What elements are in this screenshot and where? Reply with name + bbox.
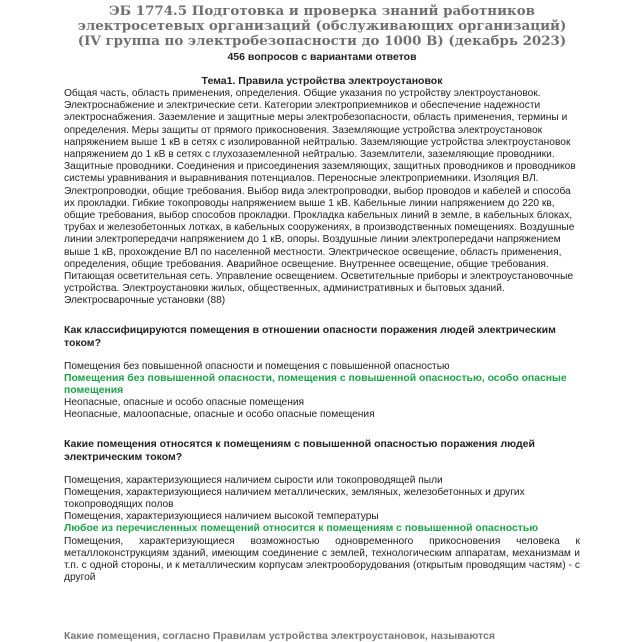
correct-answer-option: Любое из перечисленных помещений относится к помещениям с повышенной опасностью xyxy=(64,523,539,535)
correct-answer-option: Помещения без повышенной опасности, помещения с повышенной опасностью, особо опасные помещения xyxy=(64,372,567,397)
question-text: Какие помещения относятся к помещениям с повышенной опасностью поражения людей электрическим током? xyxy=(64,437,535,463)
answer-list xyxy=(64,361,580,422)
next-question-cut-off: Какие помещения, согласно Правилам устройства электроустановок, называются xyxy=(64,630,496,642)
answer-option: Помещения, характеризующиеся возможностью одновременного прикосновения человека к металлоконструкциям зданий, имеющим соединение с землей, технологическим аппаратам, механизмам и т.п. с одной стороны, и к металлическим корпусам электрооборудования (открытым проводящим частям) - с другой xyxy=(64,535,580,584)
document-page xyxy=(64,0,580,585)
question-text: Как классифицируются помещения в отношении опасности поражения людей электрическим током? xyxy=(64,323,556,349)
answer-option: Неопасные, малоопасные, опасные и особо опасные помещения xyxy=(64,409,375,421)
topic-title: Тема1. Правила устройства электроустановок xyxy=(201,75,443,87)
document-title: ЭБ 1774.5 Подготовка и проверка знаний работников электросетевых организаций (обслуживающих организаций) (IV группа по электробезопасности до 1000 В) (декабрь 2023) xyxy=(77,3,567,49)
topic-body: Общая часть, область применения, определения. Общие указания по устройству электроустановок. Электроснабжение и электрические сети. Категории электроприемников и обеспечение надежности электроснабжения. Заземление и защитные меры электробезопасности, область применения, термины и определения. Меры защиты от прямого прикосновения. Заземляющие устройства электроустановок напряжением выше 1 кВ в сетях с изолированной нейтралью. Заземляющие устройства электроустановок напряжением до 1 кВ в сетях с глухозаземленной нейтралью. Заземлители, заземляющие проводники. Защитные проводники. Соединения и присоединения заземляющих, защитных проводников и проводников системы уравнивания и выравнивания потенциалов. Переносные электроприемники. Изоляция ВЛ. Электропроводки, общие требования. Выбор вида электропроводки, выбор проводов и кабелей и способа их прокладки. Гибкие токопроводы напряжением выше 1 кВ. Кабельные линии напряжением до 220 кв, общие требования, выбор способов прокладки. Прокладка кабельных линий в земле, в кабельных блоках, трубах и железобетонных лотках, в кабельных сооружениях, в производственных помещениях. Воздушные линии электропередачи напряжением до 1 кВ, опоры. Воздушные линии электропередачи напряжением выше 1 кВ, прохождение ВЛ по населенной местности. Электрическое освещение, область применения, определения, общие требования. Аварийное освещение. Внутреннее освещение, общие требования. Питающая осветительная сеть. Управление освещением. Осветительные приборы и электроустановочные устройства. Электроустановки жилых, общественных, административных и бытовых зданий. Электросварочные установки (88) xyxy=(64,88,576,307)
answer-list xyxy=(64,475,580,585)
answer-option: Помещения без повышенной опасности и помещения с повышенной опасностью xyxy=(64,360,450,372)
answer-option: Помещения, характеризующиеся наличием сырости или токопроводящей пыли xyxy=(64,474,443,486)
question-block xyxy=(64,324,580,422)
answer-option: Помещения, характеризующиеся наличием металлических, земляных, железобетонных и других токопроводящих полов xyxy=(64,486,525,511)
question-block xyxy=(64,438,580,585)
document-subtitle: 456 вопросов с вариантами ответов xyxy=(227,51,417,63)
answer-option: Помещения, характеризующиеся наличием высокой температуры xyxy=(64,511,379,523)
answer-option: Неопасные, опасные и особо опасные помещения xyxy=(64,397,305,409)
